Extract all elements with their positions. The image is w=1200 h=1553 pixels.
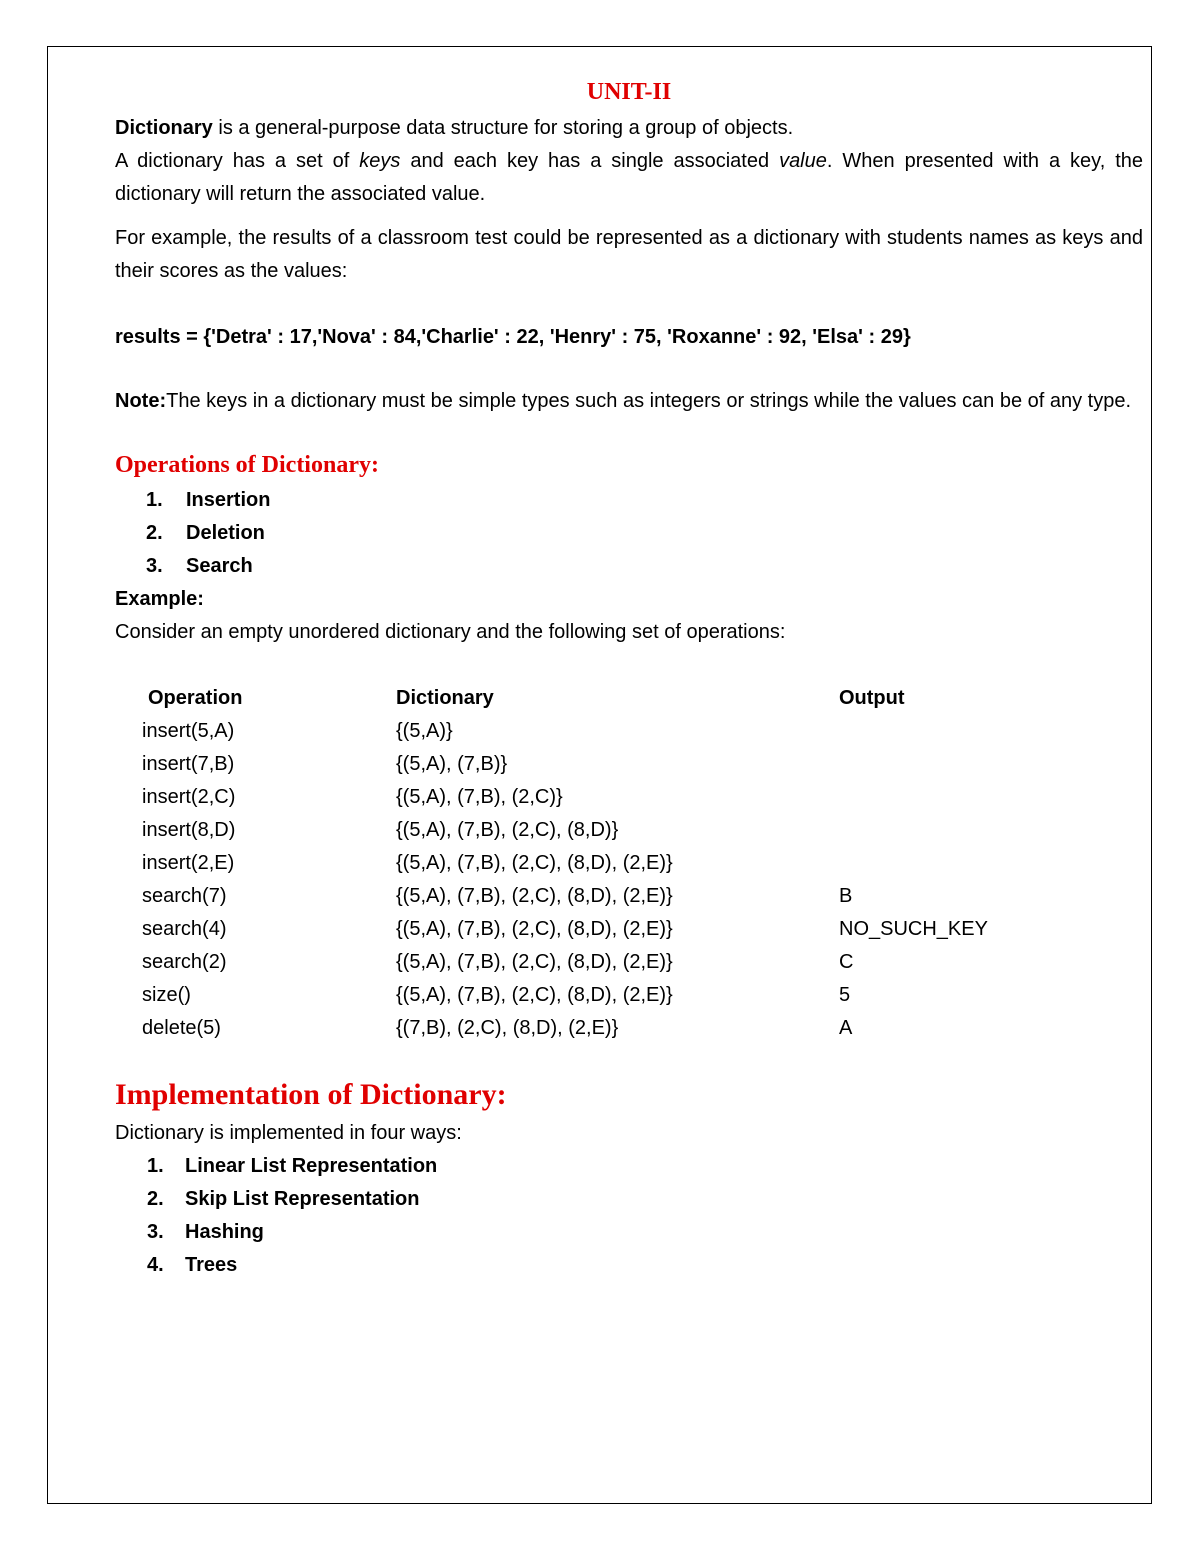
- header-operation: Operation: [148, 687, 243, 709]
- table-row: [115, 748, 1143, 781]
- list-item: [115, 1150, 1143, 1183]
- list-item: [115, 484, 1143, 517]
- list-number: 1.: [147, 1155, 164, 1177]
- p2-text-c: . When presented with a key, the dictionary will return the associated value.: [115, 150, 1143, 205]
- table-row: [115, 814, 1143, 847]
- table-header-row: [115, 682, 1143, 715]
- cell-output: NO_SUCH_KEY: [839, 918, 988, 940]
- cell-operation: search(7): [142, 885, 227, 907]
- list-item: [115, 517, 1143, 550]
- list-item-label: Linear List Representation: [185, 1155, 438, 1177]
- p2-text-b: and each key has a single associated: [400, 150, 780, 172]
- list-item: [115, 1249, 1143, 1282]
- cell-operation: insert(5,A): [142, 720, 235, 742]
- definition-text: is a general-purpose data structure for storing a group of objects.: [212, 117, 794, 139]
- table-row: [115, 979, 1143, 1012]
- dictionary-term: Dictionary: [115, 117, 213, 139]
- cell-output: A: [839, 1017, 853, 1039]
- cell-operation: delete(5): [142, 1017, 221, 1039]
- intro-keys-values: [115, 145, 1143, 211]
- note-label: Note:: [115, 390, 167, 412]
- cell-dictionary: {(5,A), (7,B), (2,C), (8,D)}: [396, 819, 619, 841]
- list-item-label: Insertion: [186, 489, 271, 511]
- list-item: [115, 1183, 1143, 1216]
- cell-operation: insert(2,E): [142, 852, 235, 874]
- table-row: [115, 781, 1143, 814]
- list-item-label: Skip List Representation: [185, 1188, 420, 1210]
- cell-dictionary: {(5,A), (7,B), (2,C), (8,D), (2,E)}: [396, 852, 673, 874]
- list-number: 3.: [147, 1221, 164, 1243]
- list-item-label: Deletion: [186, 522, 265, 544]
- intro-definition: [115, 112, 1143, 145]
- cell-operation: insert(8,D): [142, 819, 236, 841]
- cell-operation: insert(2,C): [142, 786, 236, 808]
- document-content: [115, 72, 1143, 1282]
- list-item-label: Trees: [185, 1254, 238, 1276]
- list-item: [115, 1216, 1143, 1249]
- value-emphasis: value: [779, 150, 827, 172]
- unit-title: UNIT-II: [586, 79, 672, 105]
- list-number: 2.: [146, 522, 163, 544]
- note-paragraph: [115, 385, 1143, 418]
- table-row: [115, 847, 1143, 880]
- cell-operation: size(): [142, 984, 191, 1006]
- list-number: 2.: [147, 1188, 164, 1210]
- table-row: [115, 880, 1143, 913]
- example-label: Example:: [115, 588, 204, 610]
- keys-emphasis: keys: [359, 150, 401, 172]
- table-row: [115, 913, 1143, 946]
- table-row: [115, 715, 1143, 748]
- list-item-label: Search: [186, 555, 253, 577]
- header-output: Output: [839, 687, 905, 709]
- cell-dictionary: {(5,A), (7,B), (2,C)}: [396, 786, 563, 808]
- cell-dictionary: {(5,A)}: [396, 720, 453, 742]
- note-text: The keys in a dictionary must be simple types such as integers or strings while the values can be of any type.: [166, 390, 1132, 412]
- cell-output: 5: [839, 984, 851, 1006]
- cell-operation: search(2): [142, 951, 227, 973]
- cell-dictionary: {(5,A), (7,B), (2,C), (8,D), (2,E)}: [396, 885, 673, 907]
- list-item-label: Hashing: [185, 1221, 264, 1243]
- cell-dictionary: {(5,A), (7,B)}: [396, 753, 508, 775]
- table-row: [115, 1012, 1143, 1045]
- cell-operation: insert(7,B): [142, 753, 235, 775]
- list-number: 4.: [147, 1254, 164, 1276]
- code-example: results = {'Detra' : 17,'Nova' : 84,'Charlie' : 22, 'Henry' : 75, 'Roxanne' : 92, 'Elsa' : 29}: [115, 326, 911, 348]
- cell-operation: search(4): [142, 918, 227, 940]
- cell-output: B: [839, 885, 853, 907]
- p2-text-a: A dictionary has a set of: [115, 150, 360, 172]
- operations-list: [115, 484, 1143, 583]
- table-row: [115, 946, 1143, 979]
- list-number: 1.: [146, 489, 163, 511]
- cell-output: C: [839, 951, 854, 973]
- implementation-list: [115, 1150, 1143, 1282]
- operations-table: [115, 682, 1143, 1045]
- header-dictionary: Dictionary: [396, 687, 494, 709]
- list-item: [115, 550, 1143, 583]
- intro-example-text: For example, the results of a classroom test could be represented as a dictionary with students names as keys and their scores as the values:: [115, 227, 1143, 282]
- cell-dictionary: {(5,A), (7,B), (2,C), (8,D), (2,E)}: [396, 951, 673, 973]
- implementation-intro: Dictionary is implemented in four ways:: [115, 1122, 462, 1144]
- implementation-heading: Implementation of Dictionary:: [115, 1078, 507, 1111]
- list-number: 3.: [146, 555, 163, 577]
- cell-dictionary: {(5,A), (7,B), (2,C), (8,D), (2,E)}: [396, 984, 673, 1006]
- cell-dictionary: {(7,B), (2,C), (8,D), (2,E)}: [396, 1017, 619, 1039]
- cell-dictionary: {(5,A), (7,B), (2,C), (8,D), (2,E)}: [396, 918, 673, 940]
- operations-heading: Operations of Dictionary:: [115, 452, 379, 478]
- example-intro: Consider an empty unordered dictionary and the following set of operations:: [115, 621, 786, 643]
